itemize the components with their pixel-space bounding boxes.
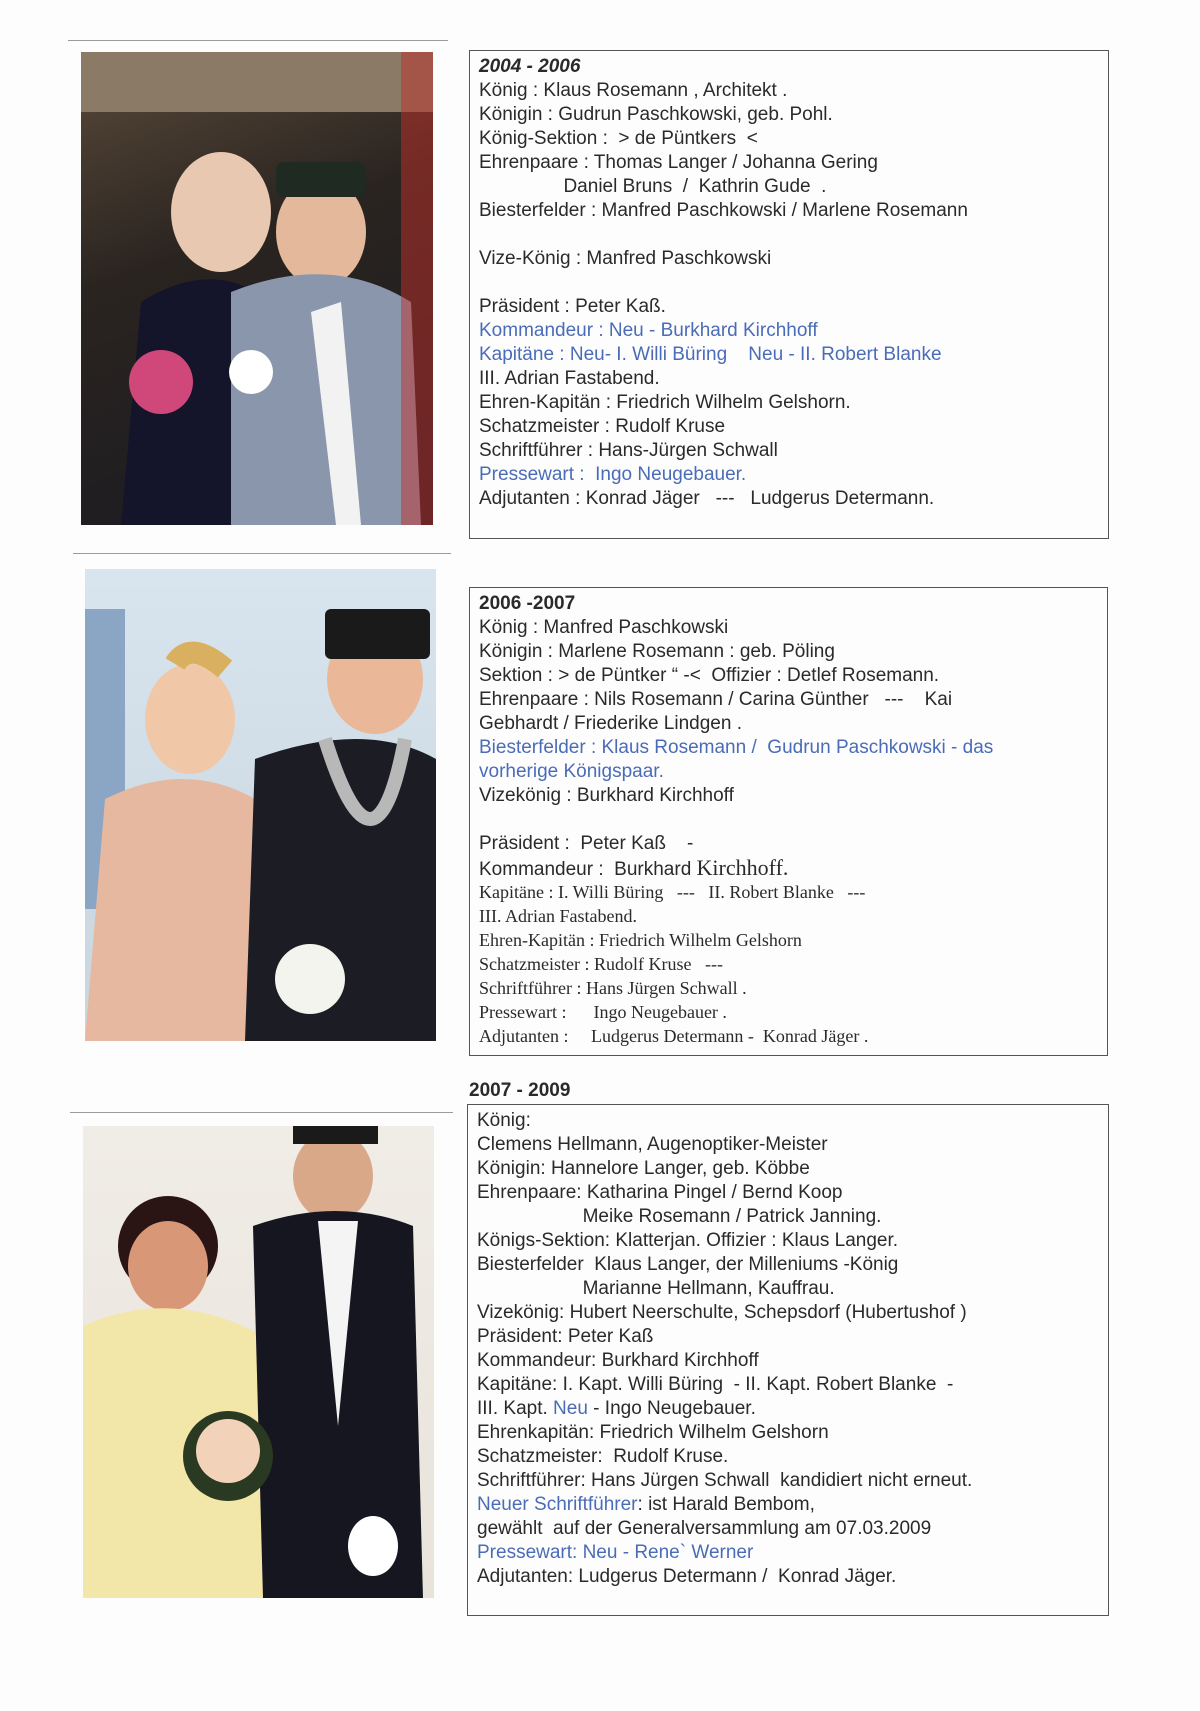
entry-line xyxy=(479,247,1099,271)
entry-line xyxy=(479,952,1098,976)
entry-line xyxy=(477,1133,1099,1157)
entry-line xyxy=(477,1109,1099,1133)
section-box-2006-2007 xyxy=(469,587,1108,1056)
entry-text: Marianne Hellmann, Kauffrau. xyxy=(477,1278,835,1299)
entry-line xyxy=(477,1157,1099,1181)
entry-line xyxy=(479,295,1099,319)
entry-text: Präsident : Peter Kaß. xyxy=(479,296,666,317)
entry-text: III. Adrian Fastabend. xyxy=(479,368,660,389)
entry-line xyxy=(477,1181,1099,1205)
divider xyxy=(70,1112,453,1113)
entry-line xyxy=(477,1229,1099,1253)
entry-text: Vizekönig: Hubert Neerschulte, Schepsdorf (Hubertushof ) xyxy=(477,1302,967,1323)
entry-line xyxy=(479,616,1098,640)
entry-line xyxy=(479,199,1099,223)
entry-line xyxy=(479,664,1098,688)
entry-line xyxy=(479,784,1098,808)
entry-text: Kommandeur: Burkhard Kirchhoff xyxy=(477,1350,759,1371)
entry-line xyxy=(477,1541,1099,1565)
photo-illustration xyxy=(83,1126,434,1598)
section-title: 2006 -2007 xyxy=(479,593,576,614)
entry-line xyxy=(479,640,1098,664)
highlighted-text: vorherige Königspaar. xyxy=(479,761,664,782)
entry-text: Ehrenpaare: Katharina Pingel / Bernd Koop xyxy=(477,1182,843,1203)
highlighted-text: Pressewart : Ingo Neugebauer. xyxy=(479,464,747,485)
highlighted-text: Kapitäne : Neu- I. Willi Büring Neu - II. Robert Blanke xyxy=(479,344,942,365)
entry-text: III. Adrian Fastabend. xyxy=(479,906,637,926)
entry-text: König : Klaus Rosemann , Architekt . xyxy=(479,80,788,101)
entry-text: König-Sektion : > de Püntkers < xyxy=(479,128,758,149)
entry-line xyxy=(477,1277,1099,1301)
entry-text: Schriftführer : Hans-Jürgen Schwall xyxy=(479,440,778,461)
entry-line xyxy=(479,439,1099,463)
entry-text: Adjutanten: Ludgerus Determann / Konrad Jäger. xyxy=(477,1566,897,1587)
entry-line xyxy=(477,1469,1099,1493)
entry-line xyxy=(477,1565,1099,1589)
entry-line xyxy=(479,688,1098,712)
highlighted-text: Neuer Schriftführer xyxy=(477,1494,638,1515)
entry-line xyxy=(479,808,1098,832)
entry-line xyxy=(479,391,1099,415)
highlighted-text: Kommandeur : Neu - Burkhard Kirchhoff xyxy=(479,320,818,341)
entry-text: Schriftführer : Hans Jürgen Schwall . xyxy=(479,978,747,998)
entry-line xyxy=(479,904,1098,928)
entry-line xyxy=(479,712,1098,736)
entry-text: Präsident: Peter Kaß xyxy=(477,1326,654,1347)
entry-line xyxy=(479,1024,1098,1048)
photo-royal-couple-2004 xyxy=(81,52,433,525)
entry-text: Gebhardt / Friederike Lindgen . xyxy=(479,713,742,734)
entry-line xyxy=(479,928,1098,952)
highlighted-text: Pressewart: Neu - Rene` Werner xyxy=(477,1542,754,1563)
entry-line xyxy=(479,760,1098,784)
entry-line xyxy=(479,463,1099,487)
entry-text: König: xyxy=(477,1110,531,1131)
entry-line xyxy=(477,1301,1099,1325)
entry-line xyxy=(479,832,1098,856)
entry-text: Vize-König : Manfred Paschkowski xyxy=(479,248,772,269)
divider xyxy=(68,40,448,41)
photo-royal-couple-2006 xyxy=(85,569,436,1041)
entry-text: Vizekönig : Burkhard Kirchhoff xyxy=(479,785,734,806)
entry-text: Daniel Bruns / Kathrin Gude . xyxy=(479,176,827,197)
entry-line xyxy=(479,271,1099,295)
entry-text: Clemens Hellmann, Augenoptiker-Meister xyxy=(477,1134,828,1155)
section-title: 2004 - 2006 xyxy=(479,56,581,77)
entry-text: Königin : Gudrun Paschkowski, geb. Pohl. xyxy=(479,104,833,125)
entry-text: Biesterfelder : Manfred Paschkowski / Marlene Rosemann xyxy=(479,200,968,221)
entry-text: Meike Rosemann / Patrick Janning. xyxy=(477,1206,882,1227)
entry-text: Königs-Sektion: Klatterjan. Offizier : Klaus Langer. xyxy=(477,1230,899,1251)
entry-line xyxy=(479,415,1099,439)
entry-text: Königin: Hannelore Langer, geb. Köbbe xyxy=(477,1158,810,1179)
entry-line xyxy=(477,1517,1099,1541)
entry-line xyxy=(477,1349,1099,1373)
entry-text: Schatzmeister : Rudolf Kruse --- xyxy=(479,954,723,974)
highlighted-text: Biesterfelder : Klaus Rosemann / Gudrun Paschkowski - das xyxy=(479,737,994,758)
entry-line xyxy=(477,1493,1099,1517)
entry-text: Adjutanten : Ludgerus Determann - Konrad Jäger . xyxy=(479,1026,869,1046)
entry-line xyxy=(479,880,1098,904)
entry-line xyxy=(479,1000,1098,1024)
entry-text: Kapitäne: I. Kapt. Willi Büring - II. Kapt. Robert Blanke - xyxy=(477,1374,954,1395)
entry-line xyxy=(479,175,1099,199)
entry-line xyxy=(479,487,1099,511)
entry-text: Ehrenpaare : Thomas Langer / Johanna Gering xyxy=(479,152,878,173)
entry-text: Pressewart : Ingo Neugebauer . xyxy=(479,1002,727,1022)
entry-line xyxy=(479,151,1099,175)
entry-text: Ehren-Kapitän : Friedrich Wilhelm Gelshorn xyxy=(479,930,802,950)
photo-illustration xyxy=(81,52,433,525)
entry-text: Ehrenkapitän: Friedrich Wilhelm Gelshorn xyxy=(477,1422,829,1443)
entry-text: Kirchhoff. xyxy=(696,855,789,880)
entry-line xyxy=(477,1205,1099,1229)
entry-text: Schatzmeister : Rudolf Kruse xyxy=(479,416,726,437)
entry-line xyxy=(477,1325,1099,1349)
photo-illustration xyxy=(85,569,436,1041)
entry-line xyxy=(479,319,1099,343)
entry-text: Sektion : > de Püntker “ -< Offizier : Detlef Rosemann. xyxy=(479,665,940,686)
entry-text: - Ingo Neugebauer. xyxy=(587,1398,756,1419)
entry-line xyxy=(477,1253,1099,1277)
section-box-2004-2006 xyxy=(469,50,1109,539)
entry-text: Präsident : Peter Kaß - xyxy=(479,833,694,854)
entry-text: Königin : Marlene Rosemann : geb. Pöling xyxy=(479,641,835,662)
entry-line xyxy=(479,856,1098,880)
entry-line xyxy=(479,103,1099,127)
section-title-2007-2009: 2007 - 2009 xyxy=(469,1080,571,1101)
entry-line xyxy=(479,736,1098,760)
divider xyxy=(73,553,451,554)
entry-line xyxy=(479,976,1098,1000)
entry-text: Schriftführer: Hans Jürgen Schwall kandidiert nicht erneut. xyxy=(477,1470,973,1491)
entry-text: : ist Harald Bembom, xyxy=(637,1494,815,1515)
section-box-2007-2009 xyxy=(467,1104,1109,1616)
photo-royal-couple-2007 xyxy=(83,1126,434,1598)
entry-line xyxy=(479,223,1099,247)
entry-line xyxy=(477,1397,1099,1421)
entry-line xyxy=(477,1421,1099,1445)
entry-text: König : Manfred Paschkowski xyxy=(479,617,729,638)
entry-text: Adjutanten : Konrad Jäger --- Ludgerus Determann. xyxy=(479,488,935,509)
entry-text: Kommandeur : Burkhard xyxy=(479,859,697,880)
entry-text: Ehrenpaare : Nils Rosemann / Carina Günther --- Kai xyxy=(479,689,953,710)
entry-text: gewählt auf der Generalversammlung am 07.03.2009 xyxy=(477,1518,932,1539)
entry-line xyxy=(479,343,1099,367)
entry-line xyxy=(477,1445,1099,1469)
entry-text: Biesterfelder Klaus Langer, der Milleniums -König xyxy=(477,1254,899,1275)
entry-line xyxy=(477,1373,1099,1397)
highlighted-text: Neu xyxy=(553,1398,588,1419)
entry-text: Schatzmeister: Rudolf Kruse. xyxy=(477,1446,729,1467)
entry-text: III. Kapt. xyxy=(477,1398,554,1419)
entry-line xyxy=(479,367,1099,391)
entry-line xyxy=(479,127,1099,151)
entry-text: Ehren-Kapitän : Friedrich Wilhelm Gelshorn. xyxy=(479,392,851,413)
entry-text: Kapitäne : I. Willi Büring --- II. Robert Blanke --- xyxy=(479,882,866,902)
entry-line xyxy=(479,79,1099,103)
